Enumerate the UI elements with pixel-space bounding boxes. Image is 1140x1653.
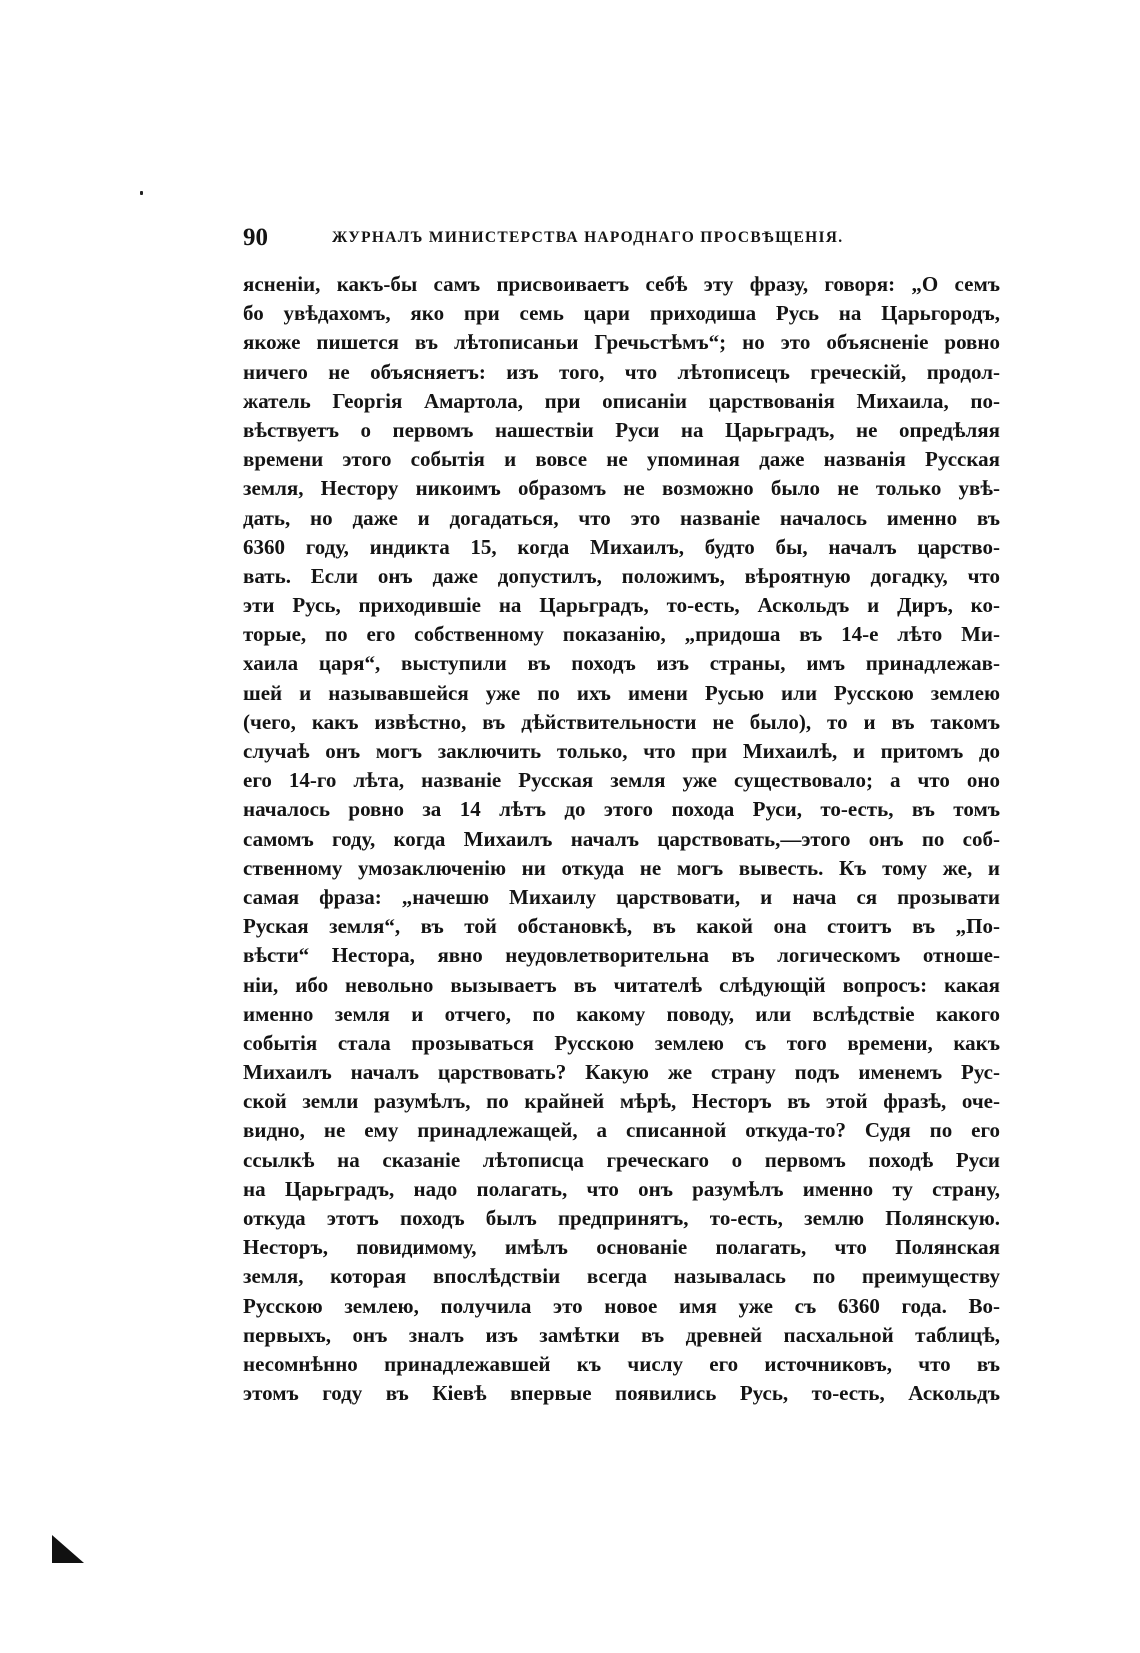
running-title: ЖУРНАЛЪ МИНИСТЕРСТВА НАРОДНАГО ПРОСВѢЩЕНІЯ. <box>332 229 844 246</box>
page-header <box>243 220 1003 256</box>
text-line: на Царьградъ, надо полагать, что онъ разумѣлъ именно ту страну, <box>243 1176 1000 1201</box>
text-line: событія стала прозываться Русскою землею съ того времени, какъ <box>243 1030 1000 1055</box>
text-line: Русскою землею, получила это новое имя уже съ 6360 года. Во- <box>243 1293 1000 1318</box>
text-line: ничего не объясняетъ: изъ того, что лѣтописецъ греческій, продол- <box>243 359 1000 384</box>
text-line: торые, по его собственному показанію, „придоша въ 14-е лѣто Ми- <box>243 622 1000 647</box>
text-line: бо увѣдахомъ, яко при семь цари приходиша Русь на Царьгородъ, <box>243 301 1000 326</box>
text-line: ссылкѣ на сказаніе лѣтописца греческаго о первомъ походѣ Руси <box>243 1147 1000 1172</box>
text-line: 6360 году, индикта 15, когда Михаилъ, будто бы, началъ царство- <box>243 534 1000 559</box>
print-speck <box>140 191 143 195</box>
text-line: Михаилъ началъ царствовать? Какую же страну подъ именемъ Рус- <box>243 1060 1000 1085</box>
text-line: шей и называвшейся уже по ихъ имени Русью или Русскою землею <box>243 680 1000 705</box>
text-line: ской земли разумѣлъ, по крайней мѣрѣ, Несторъ въ этой фразѣ, оче- <box>243 1089 1000 1114</box>
text-line: видно, не ему принадлежащей, а списанной откуда-то? Судя по его <box>243 1118 1000 1143</box>
text-line: дать, но даже и догадаться, что это названіе началось именно въ <box>243 505 1000 530</box>
text-line: (чего, какъ извѣстно, въ дѣйствительности не было), то и въ такомъ <box>243 709 1000 734</box>
text-line: Несторъ, повидимому, имѣлъ основаніе полагать, что Полянская <box>243 1235 1000 1260</box>
page-turn-marker-icon <box>52 1535 84 1563</box>
text-line: земля, Нестору никоимъ образомъ не возможно было не только увѣ- <box>243 476 1000 501</box>
text-line: самая фраза: „начешю Михаилу царствовати, и нача ся прозывати <box>243 884 1000 909</box>
text-line: ственному умозаключенію ни откуда не могъ вывесть. Къ тому же, и <box>243 855 1000 880</box>
text-line: жатель Георгія Амартола, при описаніи царствованія Михаила, по- <box>243 388 1000 413</box>
text-line: времени этого событія и вовсе не упоминая даже названія Русская <box>243 447 1000 472</box>
text-line: якоже пишется въ лѣтописаньи Гречьстѣмъ“; но это объясненіе ровно <box>243 330 1000 355</box>
text-line: началось ровно за 14 лѣтъ до этого похода Руси, то-есть, въ томъ <box>243 797 1000 822</box>
text-line: вѣсти“ Нестора, явно неудовлетворительна въ логическомъ отноше- <box>243 943 1000 968</box>
text-line: хаила царя“, выступили въ походъ изъ страны, имъ принадлежав- <box>243 651 1000 676</box>
text-line: этомъ году въ Кіевѣ впервые появились Русь, то-есть, Аскольдъ <box>243 1381 1000 1406</box>
text-line: вѣствуетъ о первомъ нашествіи Руси на Царьградъ, не опредѣляя <box>243 417 1000 442</box>
body-text <box>243 270 1000 1408</box>
text-line: земля, которая впослѣдствіи всегда называлась по преимуществу <box>243 1264 1000 1289</box>
text-line: ясненіи, какъ-бы самъ присвоиваетъ себѣ эту фразу, говоря: „О семъ <box>243 272 1000 296</box>
text-line: ніи, ибо невольно вызываетъ въ читателѣ слѣдующій вопросъ: какая <box>243 972 1000 997</box>
page-number: 90 <box>243 224 268 251</box>
text-line: именно земля и отчего, по какому поводу, или вслѣдствіе какого <box>243 1001 1000 1026</box>
text-line: откуда этотъ походъ былъ предпринятъ, то-есть, землю Полянскую. <box>243 1206 1000 1230</box>
text-line: его 14-го лѣта, названіе Русская земля уже существовало; а что оно <box>243 768 1000 793</box>
text-line: несомнѣнно принадлежавшей къ числу его источниковъ, что въ <box>243 1351 1000 1376</box>
text-line: первыхъ, онъ зналъ изъ замѣтки въ древней пасхальной таблицѣ, <box>243 1322 1000 1347</box>
text-line: Руская земля“, въ той обстановкѣ, въ какой она стоитъ въ „По- <box>243 914 1000 939</box>
text-line: вать. Если онъ даже допустилъ, положимъ, вѣроятную догадку, что <box>243 563 1000 588</box>
text-line: самомъ году, когда Михаилъ началъ царствовать,—этого онъ по соб- <box>243 826 1000 851</box>
text-line: случаѣ онъ могъ заключить только, что при Михаилѣ, и притомъ до <box>243 739 1000 763</box>
text-line: эти Русь, приходившіе на Царьградъ, то-есть, Аскольдъ и Диръ, ко- <box>243 593 1000 618</box>
